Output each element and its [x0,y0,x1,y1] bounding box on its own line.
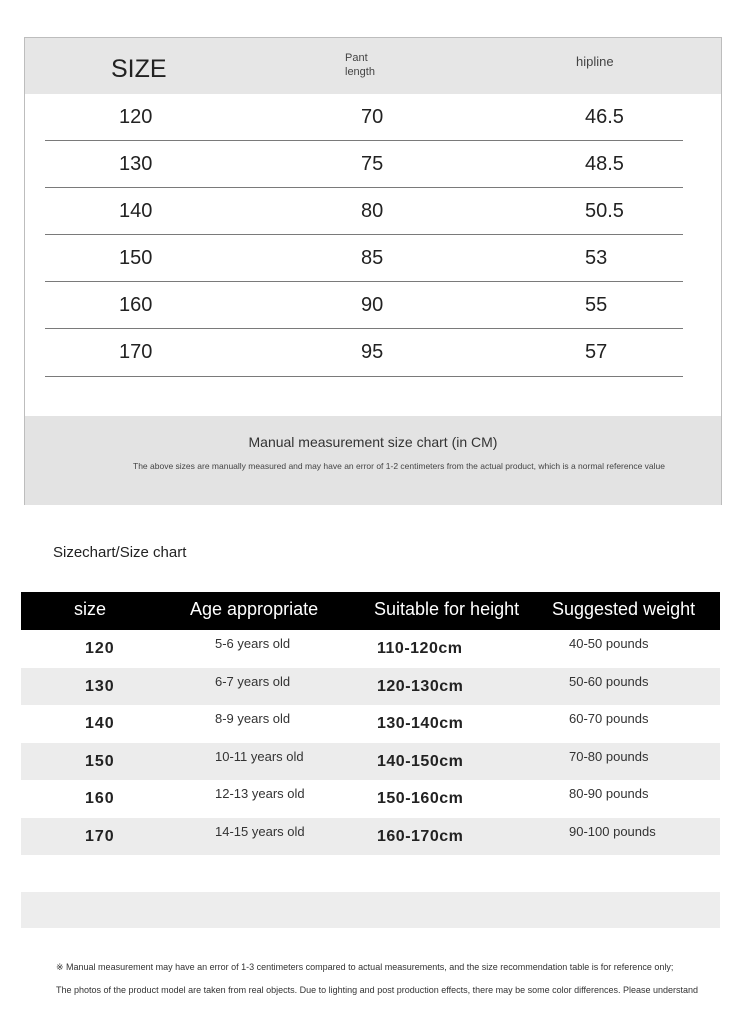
measurement-row [45,94,683,141]
cell-height: 150-160cm [377,790,464,807]
measurement-row [45,188,683,235]
cell-height: 120-130cm [377,678,464,695]
cell-size: 140 [85,715,115,732]
measurement-size-chart [24,37,722,505]
size-chart-row [21,743,720,780]
cell-hipline: 57 [585,341,608,363]
blank-band [21,892,720,928]
measurement-chart-header [25,38,721,94]
footer-note: The above sizes are manually measured and may have an error of 1-2 centimeters from the actual product, which is a normal reference value [133,461,665,471]
cell-size: 160 [85,790,115,807]
cell-size: 140 [119,200,153,222]
cell-size: 160 [119,294,153,316]
cell-weight: 70-80 pounds [569,749,649,764]
cell-pant-length: 70 [361,106,384,128]
cell-age: 14-15 years old [215,824,305,839]
cell-hipline: 48.5 [585,153,624,175]
size-chart-header [21,592,720,630]
cell-weight: 50-60 pounds [569,674,649,689]
cell-weight: 60-70 pounds [569,711,649,726]
measurement-chart-footer [25,416,721,505]
measurement-row [45,329,683,377]
cell-age: 8-9 years old [215,711,291,726]
header-pant-length: Pant length [345,52,375,78]
cell-size: 150 [119,247,153,269]
header-height: Suitable for height [374,599,520,619]
cell-size: 170 [119,341,153,363]
cell-hipline: 50.5 [585,200,624,222]
size-chart-row [21,630,720,667]
cell-pant-length: 75 [361,153,384,175]
size-chart-row [21,818,720,855]
cell-weight: 80-90 pounds [569,786,649,801]
cell-pant-length: 85 [361,247,384,269]
measurement-row [45,141,683,188]
size-chart-caption: Sizechart/Size chart [53,544,187,561]
cell-height: 110-120cm [377,640,463,657]
measurement-disclaimer: ※ Manual measurement may have an error of 1-3 centimeters compared to actual measurements, and the size recommendation table is for reference only; [56,962,674,972]
cell-pant-length: 80 [361,200,384,222]
footer-title: Manual measurement size chart (in CM) [248,434,498,450]
cell-height: 140-150cm [377,753,464,770]
size-chart-row [21,705,720,742]
cell-hipline: 55 [585,294,608,316]
photo-disclaimer: The photos of the product model are taken from real objects. Due to lighting and post production effects, there may be some color differences. Please understand [56,985,699,995]
size-chart-row [21,780,720,817]
header-weight: Suggested weight [552,599,696,619]
cell-pant-length: 90 [361,294,384,316]
header-age: Age appropriate [190,599,319,619]
cell-size: 170 [85,828,115,845]
cell-size: 130 [85,678,115,695]
cell-weight: 90-100 pounds [569,824,656,839]
cell-age: 6-7 years old [215,674,291,689]
header-size: SIZE [111,55,167,83]
cell-hipline: 46.5 [585,106,624,128]
cell-size: 130 [119,153,153,175]
cell-hipline: 53 [585,247,608,269]
header-size: size [74,599,107,619]
cell-size: 150 [85,753,115,770]
cell-size: 120 [119,106,153,128]
cell-size: 120 [85,640,115,657]
cell-pant-length: 95 [361,341,384,363]
cell-height: 130-140cm [377,715,464,732]
header-hipline: hipline [576,54,614,69]
cell-height: 160-170cm [377,828,464,845]
size-chart-row [21,668,720,705]
cell-age: 10-11 years old [215,749,304,764]
measurement-row [45,235,683,282]
cell-age: 5-6 years old [215,636,291,651]
measurement-row [45,282,683,329]
cell-age: 12-13 years old [215,786,305,801]
cell-weight: 40-50 pounds [569,636,649,651]
